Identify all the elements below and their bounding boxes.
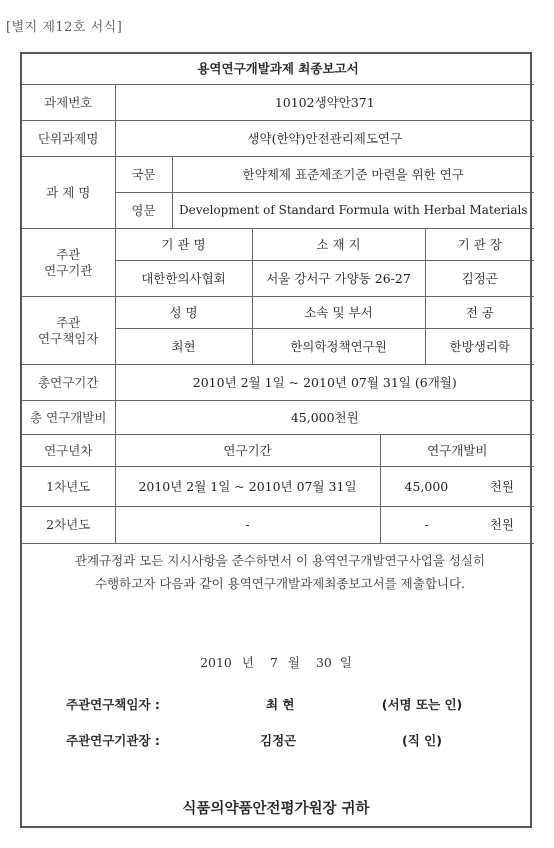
researcher-label-line1: 주관 xyxy=(56,314,81,330)
period-cell: 2010년 2월 1일 ~ 2010년 07월 31일 xyxy=(115,467,380,507)
english-title-value: Development of Standard Formula with Herbal Materials xyxy=(172,193,534,229)
researcher-label-line2: 연구책임자 xyxy=(38,330,99,346)
korean-title-label: 국문 xyxy=(115,157,172,193)
signature-role: 주관연구책임자 : xyxy=(66,697,160,712)
year-cell: 1차년도 xyxy=(22,467,115,507)
cost-amount: - xyxy=(424,517,429,533)
institution-label xyxy=(22,229,115,297)
declaration-text xyxy=(60,549,500,595)
korean-title-value: 한약제제 표준제조기준 마련을 위한 연구 xyxy=(172,157,534,193)
period-cell: - xyxy=(115,507,380,544)
cost-amount: 45,000 xyxy=(404,478,449,494)
year-cell: 2차년도 xyxy=(22,507,115,544)
signature-row-researcher xyxy=(66,695,510,715)
total-cost-row xyxy=(22,401,534,435)
institution-name-header: 기 관 명 xyxy=(115,229,252,261)
english-title-label: 영문 xyxy=(115,193,172,229)
total-cost-value: 45,000천원 xyxy=(115,401,534,435)
unit-project-value: 생약(한약)안전관리제도연구 xyxy=(115,121,534,157)
declaration-line-2: 수행하고자 다음과 같이 용역연구개발과제최종보고서를 제출합니다. xyxy=(94,576,466,591)
researcher-label xyxy=(22,297,115,365)
institution-head-value: 김정곤 xyxy=(425,261,534,297)
form-number-tag: [별지 제12호 서식] xyxy=(6,20,123,35)
total-period-value: 2010년 2월 1일 ~ 2010년 07월 31일 (6개월) xyxy=(115,365,534,401)
signature-mark: (직 인) xyxy=(402,733,442,748)
total-period-label: 총연구기간 xyxy=(22,365,115,401)
institution-label-line2: 연구기관 xyxy=(44,262,93,278)
researcher-major-header: 전 공 xyxy=(425,297,534,329)
date-day-unit: 일 xyxy=(339,655,352,670)
cost-cell xyxy=(380,467,534,507)
project-number-label: 과제번호 xyxy=(22,85,115,121)
researcher-name-value: 최현 xyxy=(115,329,252,365)
report-form xyxy=(20,52,532,828)
recipient: 식품의약품안전평가원장 귀하 xyxy=(182,801,370,817)
project-name-label: 과 제 명 xyxy=(22,157,115,229)
institution-head-header: 기 관 장 xyxy=(425,229,534,261)
date-year: 2010 xyxy=(200,655,232,670)
institution-address-value: 서울 강서구 가양동 26-27 xyxy=(252,261,425,297)
cost-unit: 천원 xyxy=(489,517,515,533)
report-title: 용역연구개발과제 최종보고서 xyxy=(22,54,534,85)
project-name-korean-row xyxy=(22,157,534,193)
cost-unit: 천원 xyxy=(489,478,515,494)
date-month-unit: 월 xyxy=(287,655,300,670)
date-day: 30 xyxy=(315,655,332,670)
institution-label-line1: 주관 xyxy=(56,246,81,262)
total-period-row xyxy=(22,365,534,401)
report-table xyxy=(22,54,534,544)
project-number-row xyxy=(22,85,534,121)
unit-project-label: 단위과제명 xyxy=(22,121,115,157)
total-cost-label: 총 연구개발비 xyxy=(22,401,115,435)
institution-name-value: 대한한의사협회 xyxy=(115,261,252,297)
cost-header: 연구개발비 xyxy=(380,435,534,467)
project-number-value: 10102생약안371 xyxy=(115,85,534,121)
declaration-section xyxy=(22,529,530,826)
institution-header-row xyxy=(22,229,534,261)
researcher-name-header: 성 명 xyxy=(115,297,252,329)
submission-date xyxy=(22,653,530,671)
declaration-line-1: 관계규정과 모든 지시사항을 준수하면서 이 용역연구개발연구사업을 성실히 xyxy=(74,553,486,568)
signature-name: 최 현 xyxy=(266,697,295,712)
yearly-header-row xyxy=(22,435,534,467)
date-month: 7 xyxy=(269,655,278,670)
date-year-unit: 년 xyxy=(241,655,254,670)
institution-address-header: 소 재 지 xyxy=(252,229,425,261)
table-row xyxy=(22,467,534,507)
year-header: 연구년차 xyxy=(22,435,115,467)
researcher-header-row xyxy=(22,297,534,329)
signature-row-institution-head xyxy=(66,731,510,751)
researcher-dept-value: 한의학정책연구원 xyxy=(252,329,425,365)
unit-project-row xyxy=(22,121,534,157)
researcher-dept-header: 소속 및 부서 xyxy=(252,297,425,329)
researcher-major-value: 한방생리학 xyxy=(425,329,534,365)
signature-name: 김정곤 xyxy=(260,733,297,748)
signature-role: 주관연구기관장 : xyxy=(66,733,160,748)
signature-mark: (서명 또는 인) xyxy=(381,697,463,712)
period-header: 연구기간 xyxy=(115,435,380,467)
